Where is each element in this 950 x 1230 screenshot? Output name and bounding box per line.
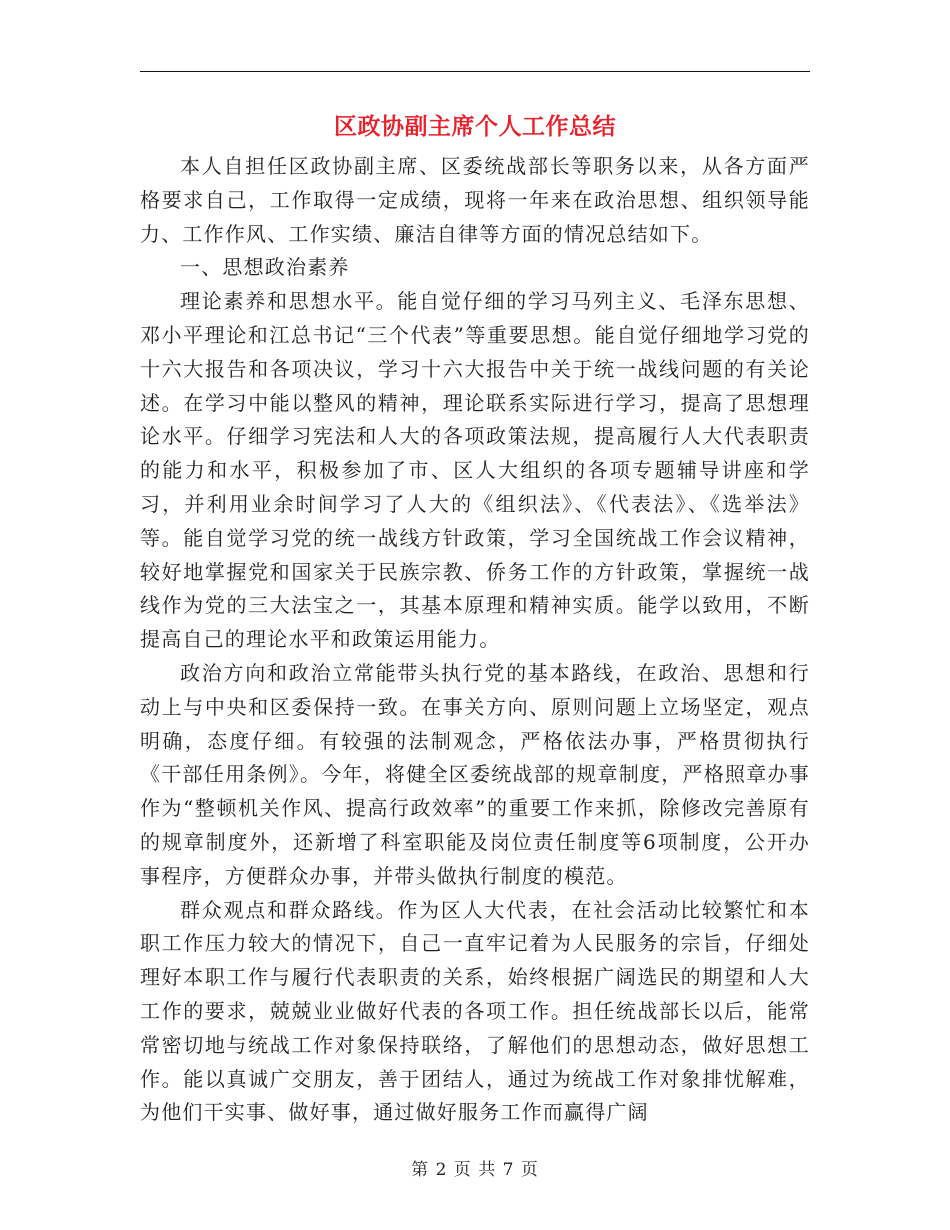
- page-number: 第 2 页 共 7 页: [411, 1160, 539, 1180]
- paragraph-intro: 本人自担任区政协副主席、区委统战部长等职务以来，从各方面严格要求自己，工作取得一定成绩，现将一年来在政治思想、组织领导能力、工作作风、工作实绩、廉洁自律等方面的情况总结如下。: [140, 154, 810, 246]
- paragraph-theory: 理论素养和思想水平。能自觉仔细的学习马列主义、毛泽东思想、邓小平理论和江总书记“三个代表”等重要思想。能自觉仔细地学习党的十六大报告和各项决议，学习十六大报告中关于统一战线问题的有关论述。在学习中能以整风的精神，理论联系实际进行学习，提高了思想理论水平。仔细学习宪法和人大的各项政策法规，提高履行人大代表职责的能力和水平，积极参加了市、区人大组织的各项专题辅导讲座和学习，并利用业余时间学习了人大的《组织法》、《代表法》、《选举法》等。能自觉学习党的统一战线方针政策，学习全国统战工作会议精神，较好地掌握党和国家关于民族宗教、侨务工作的方针政策，掌握统一战线作为党的三大法宝之一，其基本原理和精神实质。能学以致用，不断提高自己的理论水平和政策运用能力。: [140, 289, 810, 652]
- paragraph-masses: 群众观点和群众路线。作为区人大代表，在社会活动比较繁忙和本职工作压力较大的情况下，自己一直牢记着为人民服务的宗旨，仔细处理好本职工作与履行代表职责的关系，始终根据广阔选民的期望和人大工作的要求，兢兢业业做好代表的各项工作。担任统战部长以后，能常常密切地与统战工作对象保持联络，了解他们的思想动态，做好思想工作。能以真诚广交朋友，善于团结人，通过为统战工作对象排忧解难，为他们干实事、做好事，通过做好服务工作而赢得广阔: [140, 897, 810, 1125]
- document-body: [140, 150, 810, 1130]
- paragraph-politics: 政治方向和政治立常能带头执行党的基本路线，在政治、思想和行动上与中央和区委保持一致。在事关方向、原则问题上立场坚定，观点明确，态度仔细。有较强的法制观念，严格依法办事，严格贯彻执行《干部任用条例》。今年，将健全区委统战部的规章制度，严格照章办事作为“整顿机关作风、提高行政效率”的重要工作来抓，除修改完善原有的规章制度外，还新增了科室职能及岗位责任制度等6项制度，公开办事程序，方便群众办事，并带头做执行制度的模范。: [140, 660, 810, 888]
- header-rule: [140, 71, 810, 72]
- section-heading: 一、思想政治素养: [180, 255, 350, 280]
- document-title: 区政协副主席个人工作总结: [334, 114, 616, 140]
